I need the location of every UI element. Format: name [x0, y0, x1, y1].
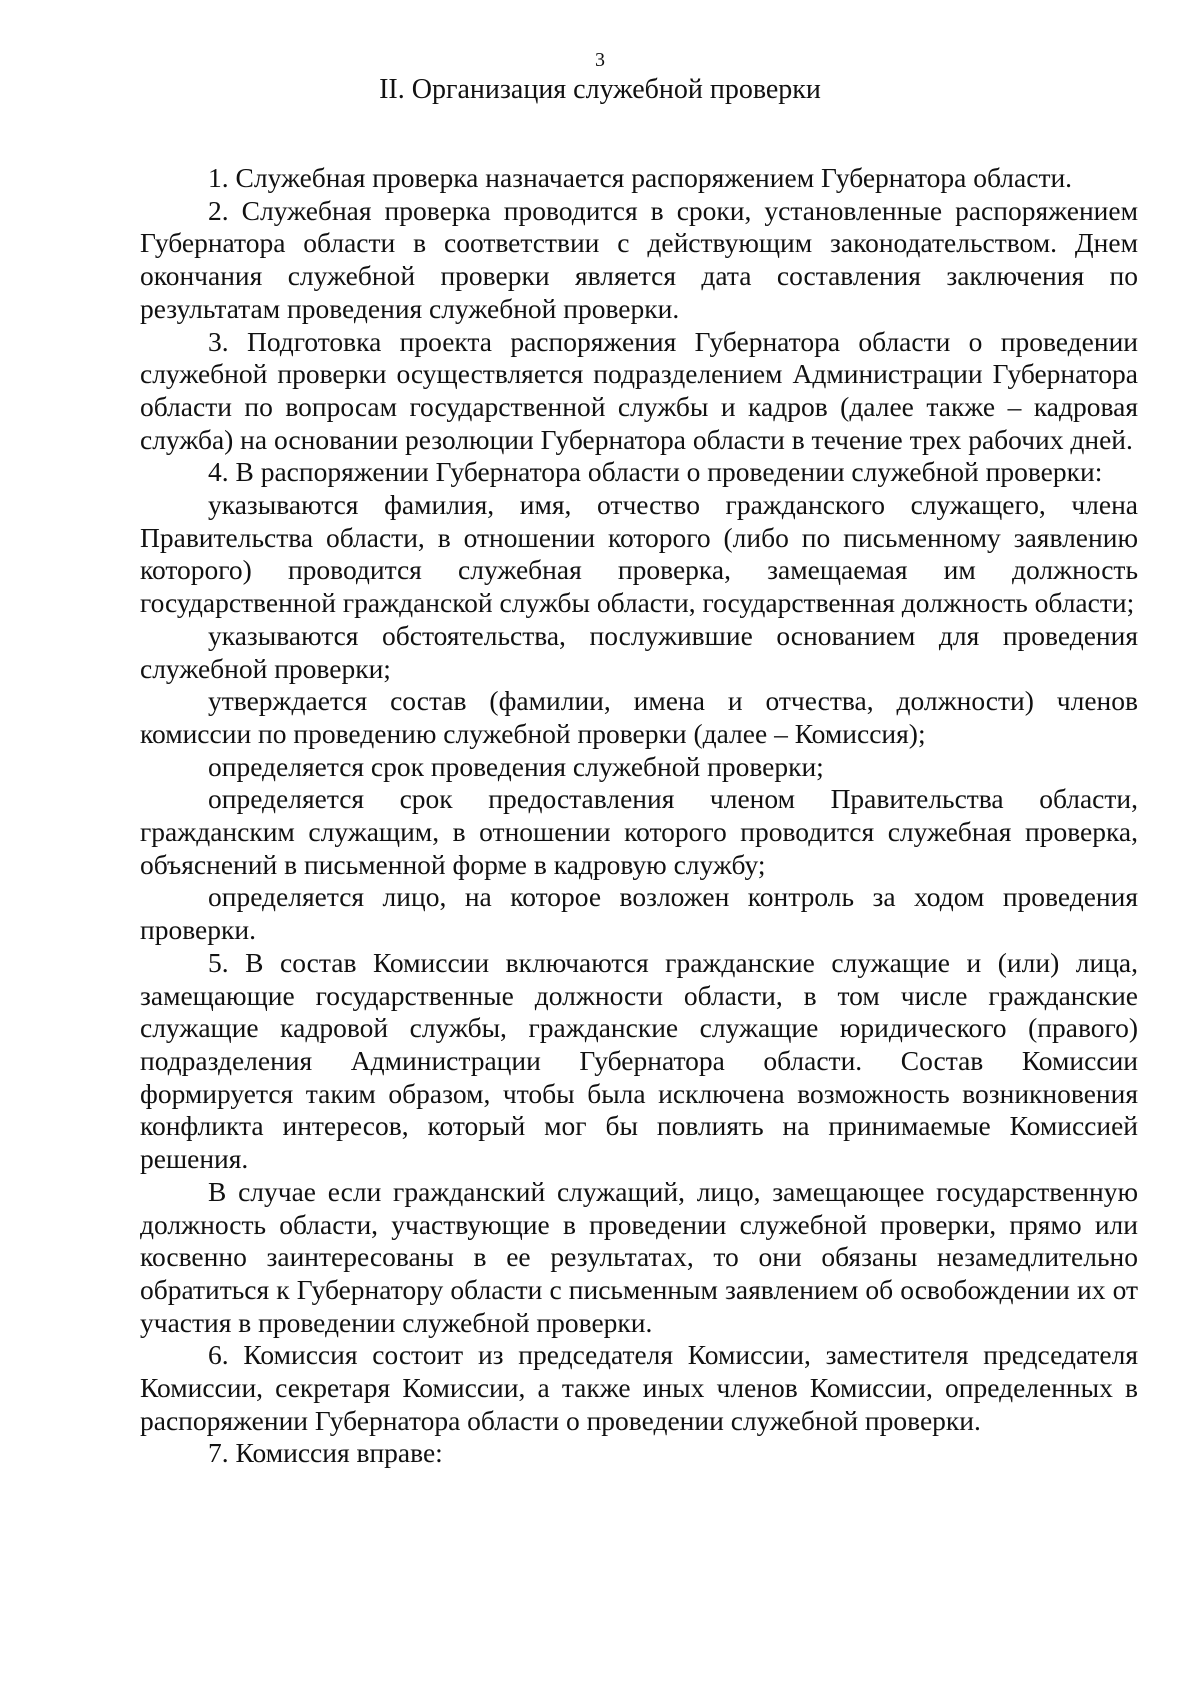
paragraph-7: 7. Комиссия вправе:	[208, 1437, 443, 1469]
paragraph-4: 4. В распоряжении Губернатора области о проведении служебной проверки:	[208, 456, 1103, 488]
paragraph-4-item-1: указываются фамилия, имя, отчество гражданского служащего, члена Правительства области, в отношении которого (либо по письменному заявлению которого) проводится служебная проверка, замещаемая им должность государственной гражданской службы области, государственная должность области;	[140, 489, 1138, 619]
paragraph-5-continuation: В случае если гражданский служащий, лицо, замещающее государственную должность области, участвующие в проведении служебной проверки, прямо или косвенно заинтересованы в ее результатах, то они обязаны незамедлительно обратиться к Губернатору области с письменным заявлением об освобождении их от участия в проведении служебной проверки.	[140, 1175, 1138, 1338]
paragraph-1: 1. Служебная проверка назначается распоряжением Губернатора области.	[208, 162, 1073, 193]
paragraph-4-item-3: утверждается состав (фамилии, имена и отчества, должности) членов комиссии по проведению служебной проверки (далее – Комиссия);	[140, 685, 1138, 749]
paragraph-3: 3. Подготовка проекта распоряжения Губернатора области о проведении служебной проверки осуществляется подразделением Администрации Губернатора области по вопросам государственной службы и кадров (далее также – кадровая служба) на основании резолюции Губернатора области в течение трех рабочих дней.	[140, 325, 1138, 455]
page-number: 3	[595, 49, 605, 71]
paragraph-4-item-2: указываются обстоятельства, послужившие основанием для проведения служебной проверки;	[140, 619, 1138, 684]
paragraph-2: 2. Служебная проверка проводится в сроки, установленные распоряжением Губернатора области в соответствии с действующим законодательством. Днем окончания служебной проверки является дата составления заключения по результатам проведения служебной проверки.	[140, 194, 1138, 324]
paragraph-6: 6. Комиссия состоит из председателя Комиссии, заместителя председателя Комиссии, секретаря Комиссии, а также иных членов Комиссии, определенных в распоряжении Губернатора области о проведении служебной проверки.	[140, 1339, 1138, 1436]
paragraph-4-item-5: определяется срок предоставления членом Правительства области, гражданским служащим, в отношении которого проводится служебная проверка, объяснений в письменной форме в кадровую службу;	[140, 783, 1138, 880]
paragraph-5: 5. В состав Комиссии включаются гражданские служащие и (или) лица, замещающие государственные должности области, в том числе гражданские служащие кадровой службы, гражданские служащие юридического (правого) подразделения Администрации Губернатора области. Состав Комиссии формируется таким образом, чтобы была исключена возможность возникновения конфликта интересов, который мог бы повлиять на принимаемые Комиссией решения.	[140, 946, 1138, 1175]
document-body	[140, 162, 1138, 1470]
section-title: II. Организация служебной проверки	[379, 74, 821, 105]
paragraph-4-item-6: определяется лицо, на которое возложен контроль за ходом проведения проверки.	[140, 881, 1138, 946]
paragraph-4-item-4: определяется срок проведения служебной проверки;	[208, 750, 824, 782]
